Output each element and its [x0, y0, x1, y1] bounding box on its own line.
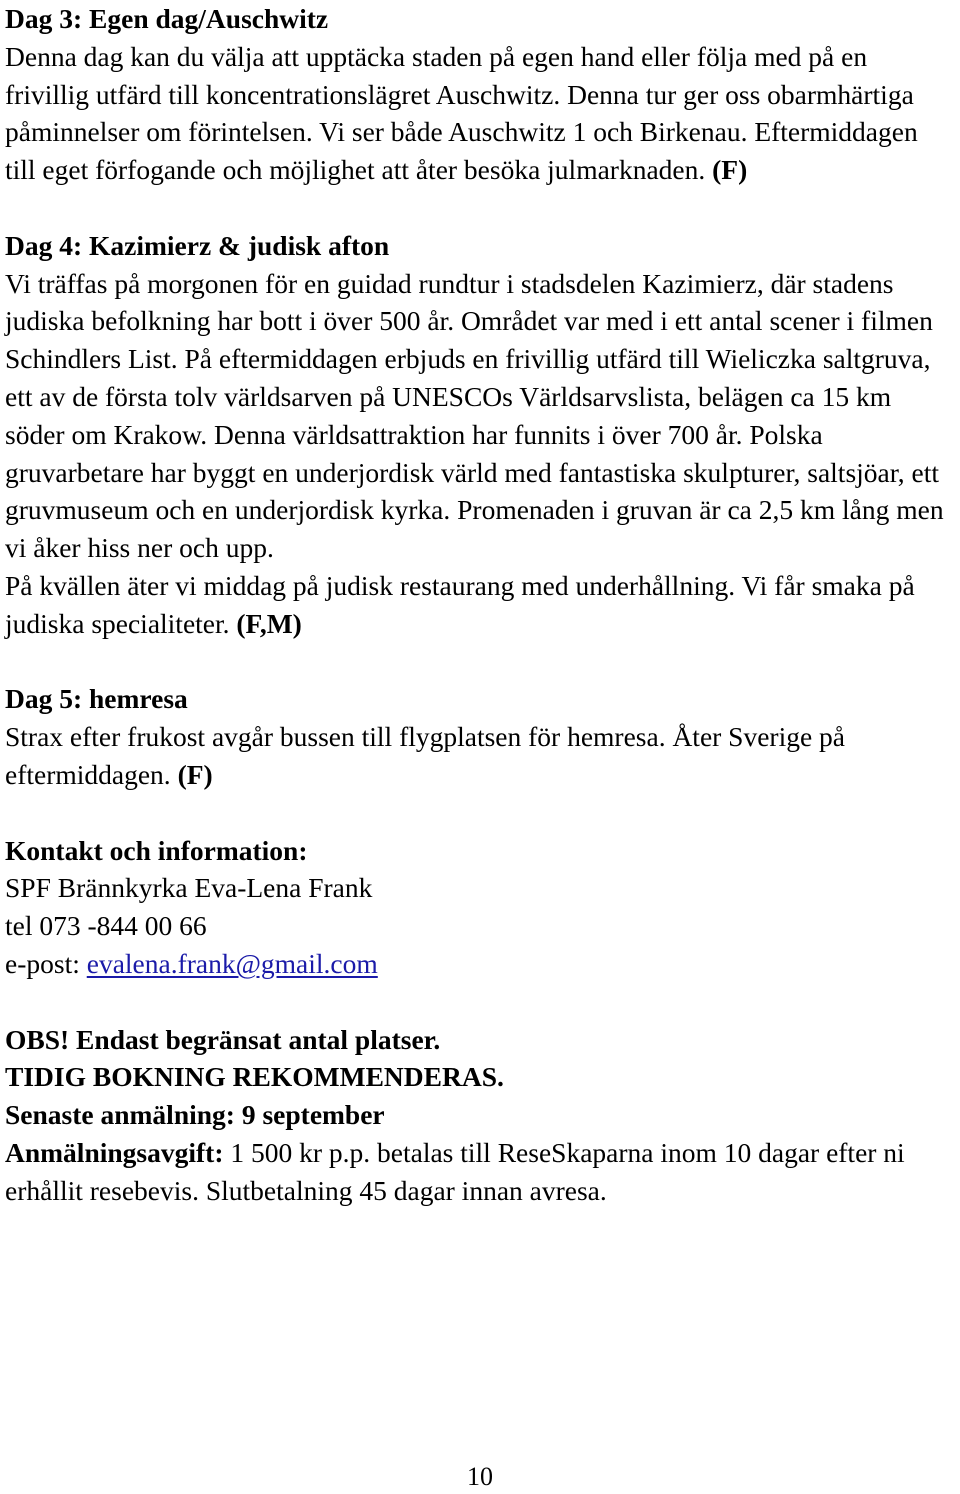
- page-number: 10: [467, 1462, 493, 1491]
- day3-body: Denna dag kan du välja att upptäcka staden på egen hand eller följa med på en frivillig utfärd till koncentrationslägret Auschwitz. Denna tur ger oss obarmhärtiga påminnelser om förintelsen. Vi ser både Auschwitz 1 och Birkenau. Eftermiddagen till eget förfogande och möjlighet att åter besöka julmarknaden.: [5, 40, 918, 186]
- day5-section: [5, 680, 955, 793]
- document-page: [5, 0, 955, 1210]
- day3-heading: Dag 3: Egen dag/Auschwitz: [5, 3, 329, 34]
- day5-heading: Dag 5: hemresa: [5, 683, 188, 715]
- day3-paragraph: [5, 38, 955, 189]
- spacer: [5, 794, 955, 832]
- notice-early-booking: TIDIG BOKNING REKOMMENDERAS.: [5, 1061, 504, 1093]
- contact-section: [5, 832, 955, 983]
- notice-section: [5, 1021, 955, 1210]
- email-link[interactable]: evalena.frank@gmail.com: [86, 947, 378, 979]
- day4-section: [5, 227, 955, 643]
- email-label: e-post:: [5, 947, 80, 979]
- day4-evening-paragraph: [5, 567, 955, 643]
- day4-heading: Dag 4: Kazimierz & judisk afton: [5, 229, 390, 261]
- day3-section: [5, 0, 955, 189]
- day5-paragraph: [5, 718, 955, 794]
- spacer: [5, 983, 955, 1021]
- spacer: [5, 189, 955, 227]
- day4-paragraph: Vi träffas på morgonen för en guidad rundtur i stadsdelen Kazimierz, där stadens judiska befolkning har bott i över 500 år. Området var med i ett antal scener i filmen Schindlers List. På eftermiddagen erbjuds en frivillig utfärd till Wieliczka saltgruva, ett av de första tolv världsarven på UNESCOs Världsarvslista, belägen ca 15 km söder om Krakow. Denna världsattraktion har funnits i över 700 år. Polska gruvarbetare har byggt en underjordisk värld med fantastiska skulpturer, saltsjöar, ett gruvmuseum och en underjordisk kyrka. Promenaden i gruvan är ca 2,5 km lång men vi åker hiss ner och upp.: [5, 267, 944, 564]
- notice-deadline: Senaste anmälning: 9 september: [5, 1099, 385, 1131]
- notice-limited-seats: OBS! Endast begränsat antal platser.: [5, 1023, 441, 1055]
- contact-name: SPF Brännkyrka Eva-Lena Frank: [5, 872, 373, 904]
- contact-email-line: [5, 945, 955, 983]
- day5-body: Strax efter frukost avgår bussen till flygplatsen för hemresa. Åter Sverige på eftermiddagen.: [5, 721, 846, 790]
- day4-meals: (F,M): [236, 607, 302, 639]
- day3-meals: (F): [712, 154, 748, 186]
- spacer: [5, 643, 955, 681]
- day5-meals: (F): [177, 758, 213, 790]
- fee-text: 1 500 kr p.p. betalas till ReseSkaparna inom 10 dagar efter ni erhållit resebevis. Slutbetalning 45 dagar innan avresa.: [5, 1136, 905, 1206]
- contact-heading: Kontakt och information:: [5, 834, 308, 866]
- fee-label: Anmälningsavgift:: [5, 1136, 224, 1168]
- day4-evening: På kvällen äter vi middag på judisk restaurang med underhållning. Vi får smaka på judiska specialiteter.: [5, 569, 915, 639]
- contact-phone: tel 073 -844 00 66: [5, 910, 207, 942]
- fee-paragraph: [5, 1134, 955, 1210]
